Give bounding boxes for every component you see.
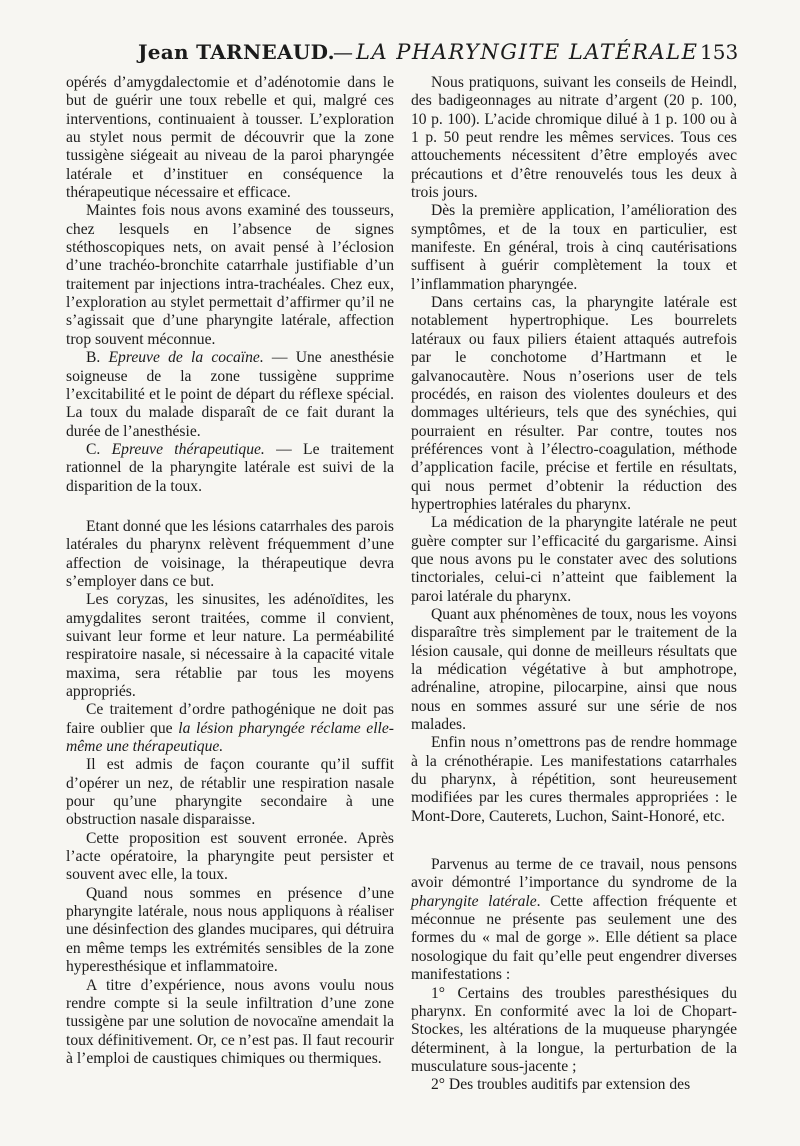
paragraph-text: — Une anesthésie soigneuse de la zone tussigène supprime l’excitabilité et le point de départ du réflexe spécial. La toux du malade disparaît de ce fait durant la durée de l’anesthésie. xyxy=(66,349,394,440)
section-title: Epreuve thérapeutique. xyxy=(111,440,265,458)
paragraph: opérés d’amygdalectomie et d’adénotomie dans le but de guérir une toux rebelle et qui, malgré ces interventions, continuaient à tousser. L’exploration au stylet nous permit de découvrir que la zone tussigène siégeait au niveau de la paroi pharyngée latérale et d’instituer en conséquence la thérapeutique nécessaire et efficace. xyxy=(66,74,394,202)
paragraph: Nous pratiquons, suivant les conseils de Heindl, des badigeonnages au nitrate d’argent (20 p. 100, 10 p. 100). L’acide chromique dilué à 1 p. 100 ou à 1 p. 50 peut rendre les mêmes services. Tous ces attouchements nécessitent d’être employés avec précautions et d’être renouvelés tous les deux à trois jours. xyxy=(411,74,737,202)
paragraph: Maintes fois nous avons examiné des tousseurs, chez lesquels en l’absence de signes stéthoscopiques nets, on avait pensé à l’éclosion d’une trachéo-bronchite catarrhale justifiable d’un traitement par injections intra-trachéales. Chez eux, l’exploration au stylet permettait d’affirmer qu’il ne s’agissait que d’une pharyngite latérale, affection trop souvent méconnue. xyxy=(66,202,394,348)
emphasis: pharyngite latérale xyxy=(411,892,537,910)
page-number: 153 xyxy=(700,40,739,64)
running-header xyxy=(0,40,800,70)
right-column xyxy=(411,74,737,1095)
paragraph xyxy=(411,856,737,984)
paragraph: Les coryzas, les sinusites, les adénoïdites, les amygdalites seront traitées, comme il convient, suivant leur forme et leur nature. La perméabilité respiratoire nasale, si nécessaire à la capacité vitale maxima, sera rétablie par tous les moyens appropriés. xyxy=(66,591,394,700)
paragraph: Dans certains cas, la pharyngite latérale est notablement hypertrophique. Les bourrelets latéraux ou faux piliers étaient attaqués autrefois par le conchotome d’Hartmann et le galvanocautère. Nous n’oserions user de tels procédés, en raison des violentes douleurs et des dommages ultérieurs, tels que des synéchies, qui pourraient en résulter. Par contre, toutes nos préférences vont à l’électro-coagulation, méthode d’application facile, précise et fertile en résultats, qui nous permet d’obtenir la réduction des hypertrophies latérales du pharynx. xyxy=(411,294,737,513)
left-column xyxy=(66,74,394,1068)
paragraph: A titre d’expérience, nous avons voulu nous rendre compte si la seule infiltration d’une zone tussigène par une solution de novocaïne amendait la toux définitivement. Or, ce n’est pas. Il faut recourir à l’emploi de caustiques chimiques ou thermiques. xyxy=(66,976,394,1067)
header-dash: — xyxy=(333,40,353,64)
paragraph-text: — Le traitement rationnel de la pharyngite latérale est suivi de la disparition de la toux. xyxy=(66,440,395,495)
paragraph-text: Parvenus au terme de ce travail, nous pensons avoir démontré l’importance du syndrome de la xyxy=(411,856,737,892)
paragraph xyxy=(66,349,394,441)
paragraph: Quand nous sommes en présence d’une pharyngite latérale, nous nous appliquons à réaliser une désinfection des glandes mucipares, qui détruira en même temps les extrémités sensibles de la zone hyperesthésique et inflammatoire. xyxy=(66,884,394,976)
paragraph xyxy=(66,441,394,496)
paragraph: 2° Des troubles auditifs par extension des xyxy=(431,1076,691,1094)
header-title: LA PHARYNGITE LATÉRALE xyxy=(356,40,699,64)
section-label: B. xyxy=(86,349,109,367)
emphasis: la lésion pharyngée réclame elle-même une thérapeutique. xyxy=(66,719,394,756)
section-label: C. xyxy=(86,440,112,458)
paragraph-text: Ce traitement d’ordre pathogénique ne doit pas faire oublier que xyxy=(66,701,394,737)
header-author: Jean TARNEAUD. xyxy=(138,40,335,64)
paragraph: Dès la première application, l’amélioration des symptômes, et de la toux en particulier, est manifeste. En général, trois à cinq cautérisations suffisent à guérir complètement la toux et l’inflammation pharyngée. xyxy=(411,202,737,293)
paragraph xyxy=(66,701,394,756)
paragraph: Quant aux phénomènes de toux, nous les voyons disparaître très simplement par le traitement de la lésion causale, qui donne de meilleurs résultats que la médication végétative à but amphotrope, adrénaline, atropine, pilocarpine, ainsi que nous nous en sommes assuré sur une série de nos malades. xyxy=(411,605,737,734)
paragraph: Cette proposition est souvent erronée. Après l’acte opératoire, la pharyngite peut persister et souvent avec elle, la toux. xyxy=(66,829,394,884)
paragraph: La médication de la pharyngite latérale ne peut guère compter sur l’efficacité du gargarisme. Ainsi que nous avons pu le constater avec des solutions tinctoriales, celui-ci n’atteint que faiblement la paroi latérale du pharynx. xyxy=(411,514,737,605)
paragraph-text: . Cette affection fréquente et méconnue ne présente pas seulement une des formes du « mal de gorge ». Elle détient sa place nosologique du fait qu’elle peut engendrer diverses manifestations : xyxy=(411,892,737,984)
paragraph: Enfin nous n’omettrons pas de rendre hommage à la crénothérapie. Les manifestations catarrhales du pharynx, à répétition, sont heureusement modifiées par les cures thermales appropriées : le Mont-Dore, Cauterets, Luchon, Saint-Honoré, etc. xyxy=(411,734,737,825)
paragraph: 1° Certains des troubles paresthésiques du pharynx. En conformité avec la loi de Chopart-Stockes, les altérations de la muqueuse pharyngée déterminent, à la longue, la perturbation de la musculature sous-jacente ; xyxy=(411,984,737,1075)
section-title: Epreuve de la cocaïne. xyxy=(108,349,264,367)
paragraph: Etant donné que les lésions catarrhales des parois latérales du pharynx relèvent fréquemment d’une affection de voisinage, la thérapeutique devra s’employer dans ce but. xyxy=(66,517,394,590)
paragraph: Il est admis de façon courante qu’il suffit d’opérer un nez, de rétablir une respiration nasale pour qu’une pharyngite secondaire à une obstruction nasale disparaisse. xyxy=(66,756,394,829)
